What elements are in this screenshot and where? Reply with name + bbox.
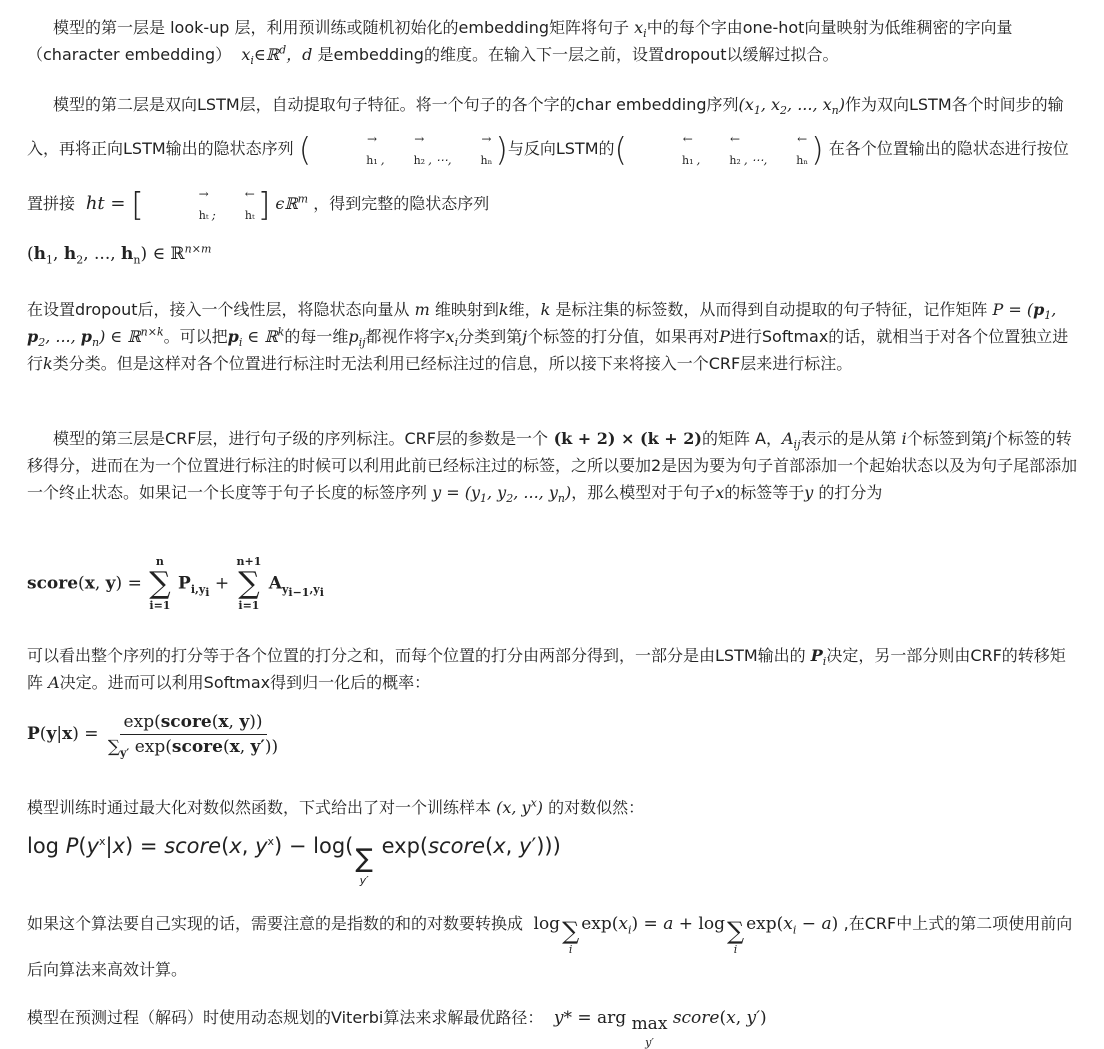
- paragraph-crf-layer: 模型的第三层是CRF层，进行句子级的序列标注。CRF层的参数是一个 (k + 2) × (k + 2)的矩阵 A，$A_{ij}$表示的是从第 i个标签到第j个标签的转移得分，进而在为一个位置进行标注的时候可以利用此前已经标注过的标签，之所以要加2是因为要为句子首部添加一个起始状态以及为句子尾部添加一个终止状态。如果记一个长度等于句子长度的标签序列 $y = (y_1$, $y_2$, ..., $y_n$)，那么模型对于句子x的标签等于y 的打分为: [27, 429, 1078, 506]
- paragraph-log-likelihood: 模型训练时通过最大化对数似然函数，下式给出了对一个训练样本 (x, $y^x$) 的对数似然：: [27, 796, 645, 817]
- paragraph-bilstm-layer: 模型的第二层是双向LSTM层，自动提取句子特征。将一个句子的各个字的char embedding序列($x_1$, $x_2$, ..., $x_n$)作为双向LSTM各个时间步的输入，再将正向LSTM输出的隐状态序列 ( → h₁ ,→ h₂ , ⋯,→ hₙ )与反向LSTM的( ← h₁ ,← h₂ , ⋯,← hₙ ) 在各个位置输出的隐状态进行按位置拼接 ht = [ → hₜ ;← hₜ ] ϵℝ$^m$ ，得到完整的隐状态序列: [27, 95, 1069, 224]
- paragraph-lookup-layer: 模型的第一层是 look-up 层，利用预训练或随机初始化的embedding矩阵将句子 $x_i$中的每个字由one-hot向量映射为低维稠密的字向量（character embedding） $x_i\in ℝ^d$，d 是embedding的维度。在输入下一层之前，设置dropout以缓解过拟合。: [27, 18, 1013, 68]
- log-likelihood-formula: $\log P(y^x|x)$ = score(x, $y^x) - \log$( ∑ y′ exp(score(x, y′))): [27, 834, 561, 887]
- paragraph-linear-layer: 在设置dropout后，接入一个线性层，将隐状态向量从 m 维映射到k维，k 是标注集的标签数，从而得到自动提取的句子特征，记作矩阵 $P = (p_1$, $p_2$, ..., $p_n$) ∈ ℝ$^{n\times k}$。可以把$p_i$ ∈ ℝ$^k$的每一维$p_{ij}$都视作将字$x_i$分类到第j个标签的打分值，如果再对P进行Softmax的话，就相当于对各个位置独立进行k类分类。但是这样对各个位置进行标注时无法利用已经标注过的信息，所以接下来将接入一个CRF层来进行标注。: [27, 300, 1069, 373]
- probability-formula: P(y|x) = $\frac{\text{exp(score(x, y))}}{\sum_{y'} \exp(score(x, y'))}$: [27, 712, 279, 760]
- paragraph-logsumexp: 如果这个算法要自己实现的话，需要注意的是指数的和的对数要转换成 log ∑ i $\exp(x_i) = a + \log$ ∑ i $\exp(x_i - a)$ ,在CRF中上式的第二项使用前向后向算法来高效计算。: [27, 914, 1073, 979]
- hidden-state-sequence-formula: ($h_1$, $h_2$, ..., $h_n$) ∈ ℝ$^{n\times m}$: [27, 242, 212, 267]
- paragraph-softmax: 可以看出整个序列的打分等于各个位置的打分之和，而每个位置的打分由两部分得到，一部分是由LSTM输出的 $P_i$决定，另一部分则由CRF的转移矩阵 A决定。进而可以利用Softmax得到归一化后的概率：: [27, 646, 1066, 692]
- paragraph-viterbi: 模型在预测过程（解码）时使用动态规划的Viterbi算法来求解最优路径： y* = arg max y′ score(x, y′): [27, 1008, 767, 1049]
- score-formula: score(x, y) = n ∑ i=1 $P_{i,y_i}$ + n+1 ∑ i=1 $A_{y_{i-1},y_i}$: [27, 555, 324, 612]
